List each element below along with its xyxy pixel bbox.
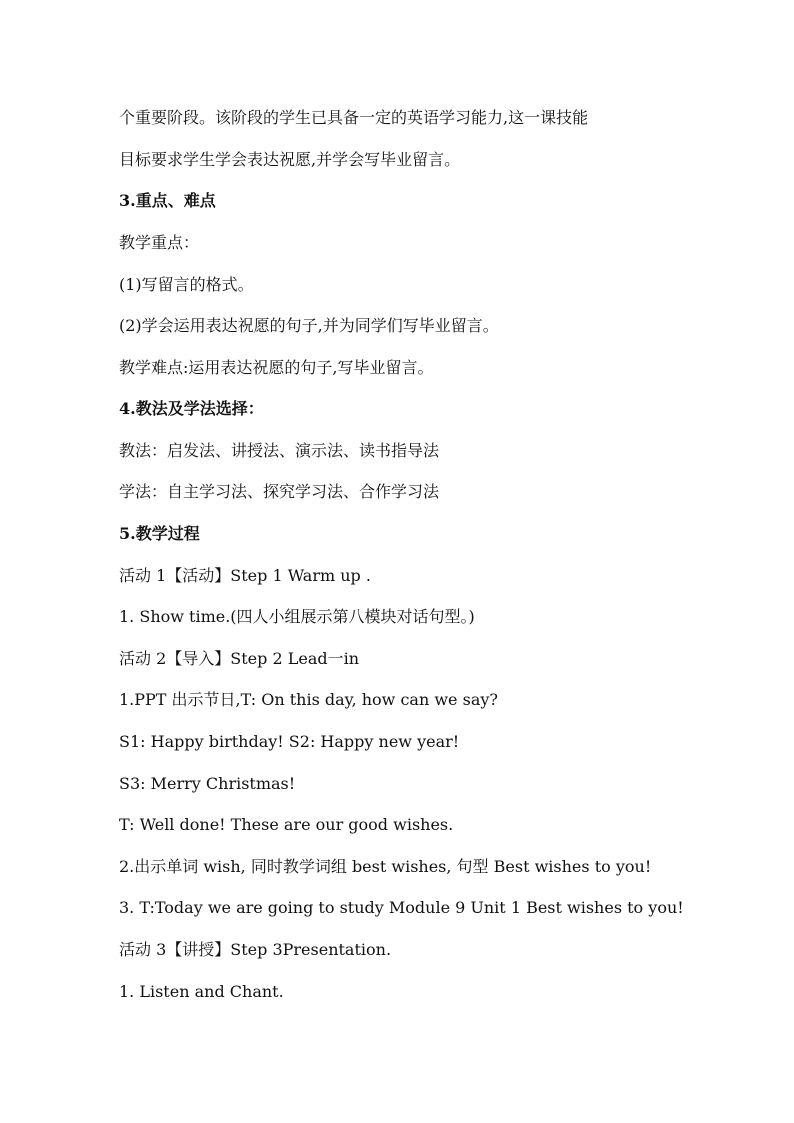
section-heading: 5.教学过程 xyxy=(119,524,200,543)
list-item: 1.PPT 出示节日,T: On this day, how can we say? xyxy=(119,690,498,709)
activity-heading: 活动 2【导入】Step 2 Lead一in xyxy=(119,649,360,668)
body-text-line: 目标要求学生学会表达祝愿,并学会写毕业留言。 xyxy=(119,150,461,169)
list-item: (2)学会运用表达祝愿的句子,并为同学们写毕业留言。 xyxy=(119,316,499,335)
body-text-line: 个重要阶段。该阶段的学生已具备一定的英语学习能力,这一课技能 xyxy=(119,108,589,127)
list-item: 1. Listen and Chant. xyxy=(119,982,284,1001)
body-text-line: 教学难点:运用表达祝愿的句子,写毕业留言。 xyxy=(119,358,434,377)
section-heading: 3.重点、难点 xyxy=(119,191,216,210)
list-item: 1. Show time.(四人小组展示第八模块对话句型。) xyxy=(119,607,475,626)
list-item: 3. T:Today we are going to study Module 9 Unit 1 Best wishes to you! xyxy=(119,898,684,917)
activity-heading: 活动 1【活动】Step 1 Warm up . xyxy=(119,566,371,585)
list-item: (1)写留言的格式。 xyxy=(119,275,254,294)
body-text-line: S1: Happy birthday! S2: Happy new year! xyxy=(119,732,460,751)
body-text-line: 教法：启发法、讲授法、演示法、读书指导法 xyxy=(119,441,440,460)
body-text-line: S3: Merry Christmas! xyxy=(119,774,296,793)
section-heading: 4.教法及学法选择： xyxy=(119,399,264,418)
body-text-line: 教学重点： xyxy=(119,233,200,252)
list-item: 2.出示单词 wish, 同时教学词组 best wishes, 句型 Best wishes to you! xyxy=(119,857,652,876)
body-text-line: T: Well done! These are our good wishes. xyxy=(119,815,454,834)
activity-heading: 活动 3【讲授】Step 3Presentation. xyxy=(119,940,392,959)
body-text-line: 学法：自主学习法、探究学习法、合作学习法 xyxy=(119,482,440,501)
